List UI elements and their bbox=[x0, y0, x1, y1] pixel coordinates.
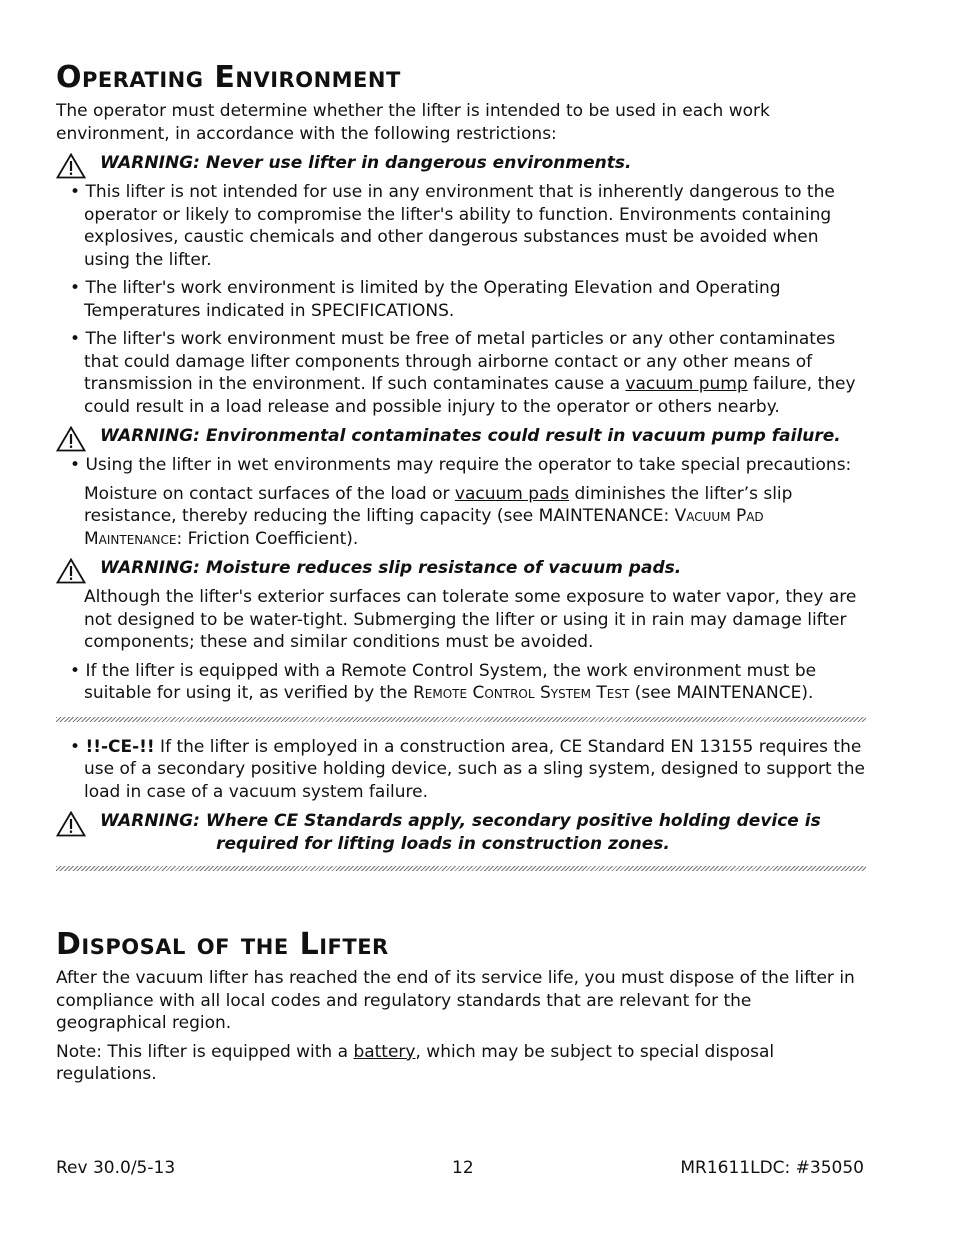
list-item bbox=[56, 181, 866, 271]
list-item-text: failure, they could result in a load release and possible injury to the operator or others nearby. bbox=[84, 374, 856, 417]
list-item-text: The lifter's work environment must be free of metal particles or any other contaminates that could damage lifter components through airborne contact or any other means of transmission in the environment. If such contaminates cause a bbox=[84, 329, 836, 394]
list-item-text: Using the lifter in wet environments may require the operator to take special precautions: bbox=[85, 455, 852, 475]
section-title-disposal: Disposal of the Lifter bbox=[56, 927, 389, 962]
list-item-text: The lifter's work environment is limited by the Operating Elevation and Operating Temperatures indicated in SPECIFICATIONS. bbox=[84, 278, 781, 321]
warning-triangle-icon bbox=[56, 811, 86, 837]
footer-page-number: 12 bbox=[452, 1158, 474, 1178]
section-reference: Vacuum Pad Maintenance bbox=[84, 506, 764, 549]
list-item bbox=[56, 328, 866, 418]
warning-triangle-icon bbox=[56, 558, 86, 584]
paragraph-text: Note: This lifter is equipped with a bbox=[56, 1041, 354, 1062]
list-item-text: If the lifter is employed in a construction area, CE Standard EN 13155 requires the use of a secondary positive holding device, such as a sling system, designed to support the load in case of a vacuum system failure. bbox=[84, 736, 866, 802]
page-content bbox=[56, 60, 866, 1086]
list-item-text: This lifter is not intended for use in any environment that is inherently dangerous to the operator or likely to compromise the lifter's ability to function. Environments containing explosives, caustic chemicals and other dangerous substances must be avoided when using the lifter. bbox=[84, 182, 835, 270]
bullet-marker: • bbox=[70, 182, 81, 202]
footer-revision: Rev 30.0/5-13 bbox=[56, 1158, 176, 1178]
moisture-paragraph bbox=[56, 483, 866, 551]
paragraph-text: , which may be subject to special disposal regulations. bbox=[56, 1041, 775, 1084]
bullet-marker: • bbox=[70, 329, 81, 349]
warning-dangerous-environments bbox=[56, 152, 866, 175]
list-item bbox=[56, 660, 866, 705]
warning-ce-standards bbox=[56, 810, 866, 856]
paragraph-text: : Friction Coefficient). bbox=[176, 528, 359, 549]
ce-tag: !!-CE-!! bbox=[85, 736, 155, 757]
paragraph-text: Moisture on contact surfaces of the load or bbox=[84, 483, 455, 504]
list-item bbox=[56, 454, 866, 477]
warning-text: WARNING: Environmental contaminates could result in vacuum pump failure. bbox=[100, 426, 841, 446]
warning-moisture bbox=[56, 557, 866, 580]
list-item-ce bbox=[56, 736, 866, 804]
page-footer bbox=[56, 1157, 864, 1179]
bullet-marker: • bbox=[70, 736, 81, 757]
warning-text-continued: required for lifting loads in construction zones. bbox=[216, 834, 670, 854]
dotted-divider bbox=[56, 866, 866, 871]
list-item-text: (see MAINTENANCE). bbox=[629, 683, 814, 703]
section-title-operating-environment: Operating Environment bbox=[56, 60, 401, 95]
vacuum-pump-link[interactable]: vacuum pump bbox=[625, 374, 748, 394]
warning-text: WARNING: Never use lifter in dangerous environments. bbox=[100, 153, 632, 173]
warning-triangle-icon bbox=[56, 153, 86, 179]
bullet-marker: • bbox=[70, 278, 81, 298]
battery-link[interactable]: battery bbox=[353, 1041, 416, 1062]
paragraph-text: diminishes the lifter’s slip resistance, thereby reducing the lifting capacity (see MAINTENANCE: bbox=[84, 483, 793, 526]
dotted-divider bbox=[56, 717, 866, 722]
intro-paragraph: The operator must determine whether the lifter is intended to be used in each work environment, in accordance with the following restrictions: bbox=[56, 101, 770, 144]
list-item-text: If the lifter is equipped with a Remote Control System, the work environment must be suitable for using it, as verified by the bbox=[84, 660, 817, 703]
vacuum-pads-link[interactable]: vacuum pads bbox=[454, 483, 570, 504]
warning-environmental-contaminates bbox=[56, 425, 866, 448]
footer-document-id: MR1611LDC: #35050 bbox=[680, 1158, 864, 1178]
section-reference: Remote Control System Test bbox=[412, 683, 630, 703]
warning-text: WARNING: Where CE Standards apply, secondary positive holding device is bbox=[100, 811, 821, 831]
warning-triangle-icon bbox=[56, 426, 86, 452]
exterior-paragraph: Although the lifter's exterior surfaces can tolerate some exposure to water vapor, they are not designed to be water-tight. Submerging the lifter or using it in rain may damage lifter components; these and similar conditions must be avoided. bbox=[84, 587, 857, 652]
list-item bbox=[56, 277, 866, 322]
disposal-paragraph: After the vacuum lifter has reached the end of its service life, you must dispose of the lifter in compliance with all local codes and regulatory standards that are relevant for the geographical region. bbox=[56, 968, 855, 1033]
warning-text: WARNING: Moisture reduces slip resistance of vacuum pads. bbox=[100, 558, 682, 578]
bullet-marker: • bbox=[70, 455, 81, 475]
bullet-marker: • bbox=[70, 660, 81, 681]
disposal-note bbox=[56, 1041, 866, 1086]
